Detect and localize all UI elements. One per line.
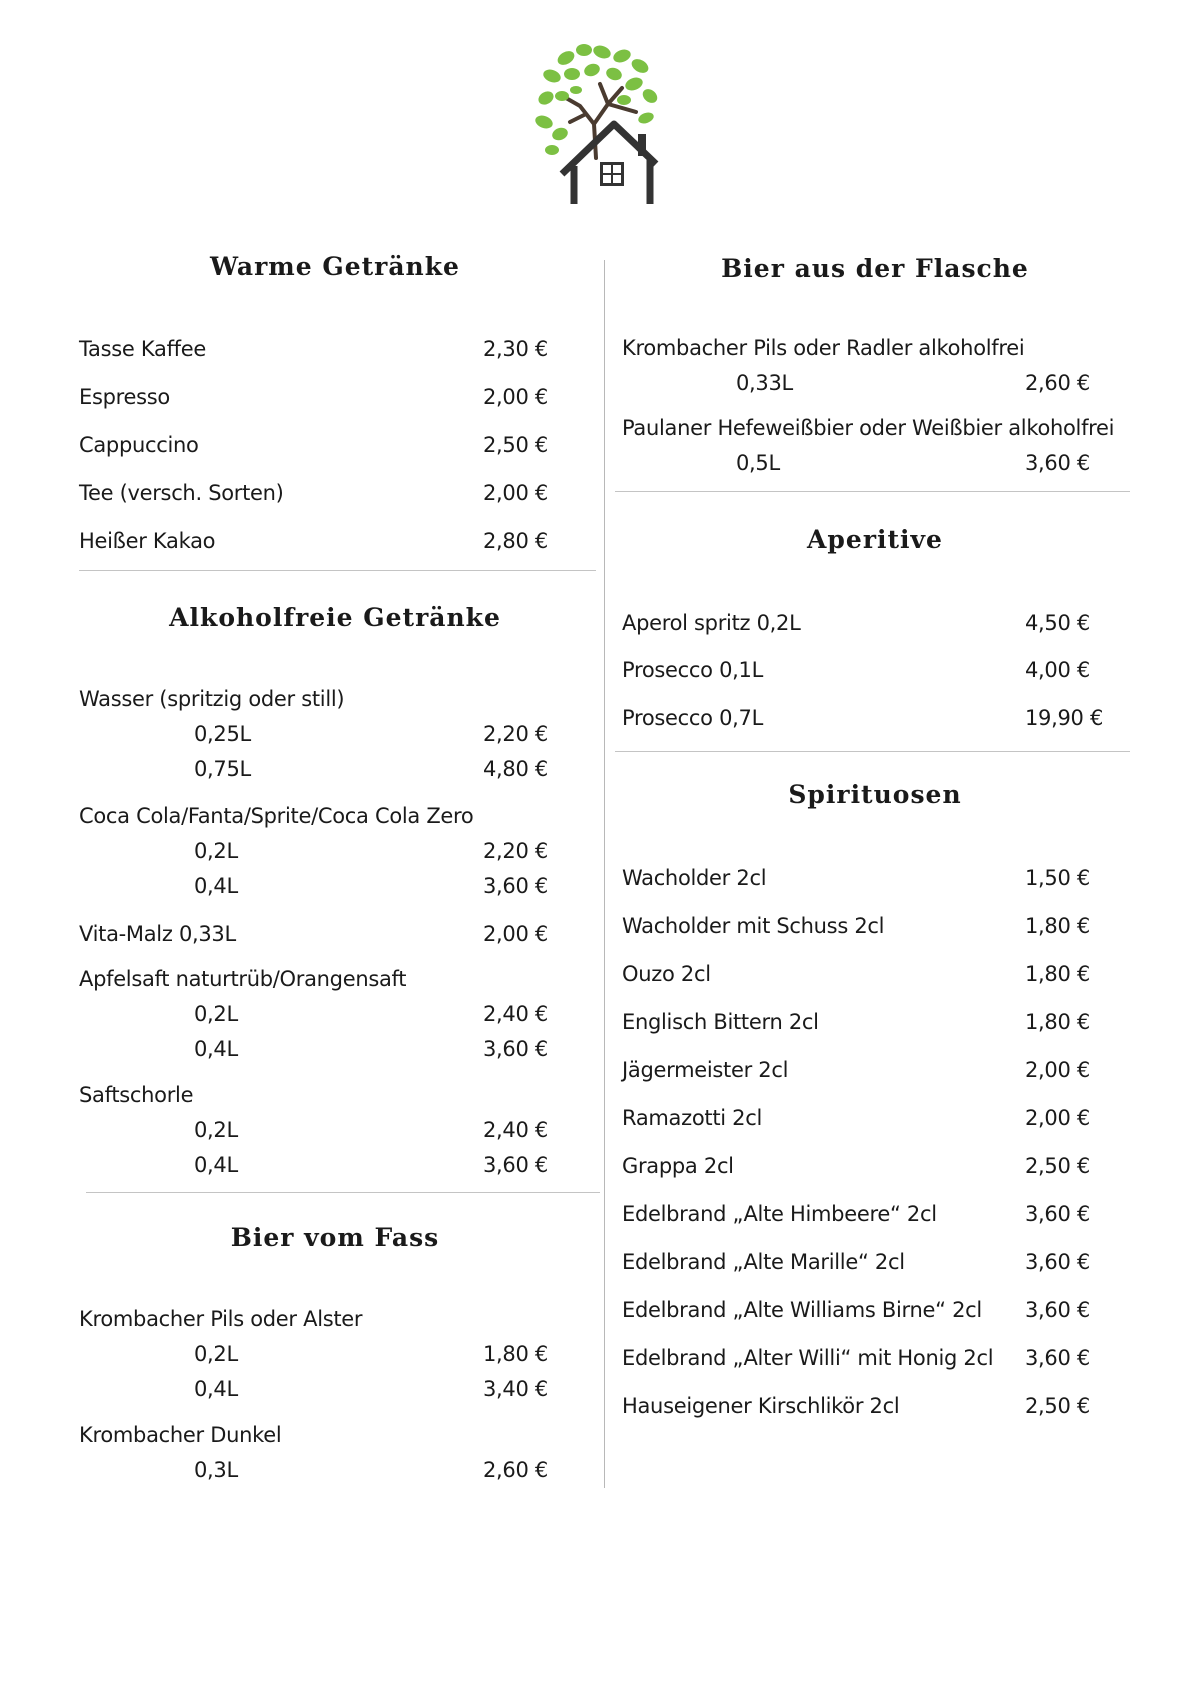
item-name: Aperol spritz 0,2L: [622, 611, 801, 635]
item-name: Krombacher Pils oder Alster: [79, 1307, 363, 1331]
item-price: 2,50 €: [1025, 1394, 1090, 1418]
section-title-spirituosen: Spirituosen: [788, 780, 962, 809]
item-name: Ouzo 2cl: [622, 962, 711, 986]
item-price: 2,40 €: [483, 1118, 548, 1142]
item-size: 0,2L: [194, 1342, 238, 1366]
tree-house-logo-icon: [526, 38, 674, 206]
item-name: Hauseigener Kirschlikör 2cl: [622, 1394, 900, 1418]
item-price: 2,60 €: [483, 1458, 548, 1482]
item-price: 2,60 €: [1025, 371, 1090, 395]
item-size: 0,4L: [194, 1037, 238, 1061]
item-price: 4,00 €: [1025, 658, 1090, 682]
section-title-bier-vom-fass: Bier vom Fass: [230, 1223, 440, 1252]
item-price: 3,60 €: [1025, 1250, 1090, 1274]
item-name: Prosecco 0,1L: [622, 658, 763, 682]
item-name: Heißer Kakao: [79, 529, 216, 553]
section-title-warme-getraenke: Warme Getränke: [210, 252, 460, 281]
section-title-aperitive: Aperitive: [807, 525, 943, 554]
section-divider: [79, 570, 596, 571]
item-name: Coca Cola/Fanta/Sprite/Coca Cola Zero: [79, 804, 474, 828]
item-price: 19,90 €: [1025, 706, 1104, 730]
item-size: 0,25L: [194, 722, 251, 746]
item-name: Vita-Malz 0,33L: [79, 922, 236, 946]
item-size: 0,4L: [194, 1153, 238, 1177]
item-size: 0,2L: [194, 1002, 238, 1026]
item-name: Wasser (spritzig oder still): [79, 687, 345, 711]
item-size: 0,5L: [736, 451, 780, 475]
item-price: 2,00 €: [483, 922, 548, 946]
item-name: Krombacher Dunkel: [79, 1423, 282, 1447]
item-name: Tasse Kaffee: [79, 337, 206, 361]
item-price: 4,80 €: [483, 757, 548, 781]
item-size: 0,33L: [736, 371, 793, 395]
item-name: Paulaner Hefeweißbier oder Weißbier alkoholfrei: [622, 416, 1115, 440]
item-name: Jägermeister 2cl: [622, 1058, 789, 1082]
item-price: 3,60 €: [1025, 451, 1090, 475]
section-divider: [615, 491, 1130, 492]
item-price: 3,60 €: [1025, 1298, 1090, 1322]
item-price: 2,50 €: [1025, 1154, 1090, 1178]
item-price: 2,30 €: [483, 337, 548, 361]
item-name: Edelbrand „Alte Williams Birne“ 2cl: [622, 1298, 982, 1322]
item-price: 1,80 €: [1025, 962, 1090, 986]
item-price: 2,00 €: [1025, 1058, 1090, 1082]
section-divider: [86, 1192, 600, 1193]
item-price: 1,80 €: [1025, 1010, 1090, 1034]
item-price: 3,40 €: [483, 1377, 548, 1401]
item-size: 0,4L: [194, 1377, 238, 1401]
item-price: 3,60 €: [483, 874, 548, 898]
item-name: Englisch Bittern 2cl: [622, 1010, 819, 1034]
item-price: 2,00 €: [483, 481, 548, 505]
item-price: 2,80 €: [483, 529, 548, 553]
item-name: Krombacher Pils oder Radler alkoholfrei: [622, 336, 1025, 360]
item-price: 1,50 €: [1025, 866, 1090, 890]
item-price: 2,00 €: [1025, 1106, 1090, 1130]
item-price: 3,60 €: [1025, 1346, 1090, 1370]
item-name: Edelbrand „Alte Himbeere“ 2cl: [622, 1202, 937, 1226]
section-title-bier-aus-der-flasche: Bier aus der Flasche: [721, 254, 1029, 283]
item-size: 0,2L: [194, 1118, 238, 1142]
item-name: Cappuccino: [79, 433, 199, 457]
item-size: 0,2L: [194, 839, 238, 863]
item-price: 3,60 €: [483, 1037, 548, 1061]
item-name: Apfelsaft naturtrüb/Orangensaft: [79, 967, 407, 991]
item-name: Ramazotti 2cl: [622, 1106, 763, 1130]
section-divider: [615, 751, 1130, 752]
item-price: 2,00 €: [483, 385, 548, 409]
item-price: 3,60 €: [483, 1153, 548, 1177]
item-name: Edelbrand „Alter Willi“ mit Honig 2cl: [622, 1346, 994, 1370]
item-name: Wacholder 2cl: [622, 866, 767, 890]
item-name: Prosecco 0,7L: [622, 706, 763, 730]
item-name: Wacholder mit Schuss 2cl: [622, 914, 885, 938]
item-size: 0,75L: [194, 757, 251, 781]
item-price: 1,80 €: [483, 1342, 548, 1366]
section-title-alkoholfreie-getraenke: Alkoholfreie Getränke: [169, 603, 501, 632]
item-price: 3,60 €: [1025, 1202, 1090, 1226]
item-name: Tee (versch. Sorten): [79, 481, 284, 505]
item-price: 2,20 €: [483, 839, 548, 863]
column-divider: [604, 260, 605, 1488]
item-price: 2,20 €: [483, 722, 548, 746]
item-name: Edelbrand „Alte Marille“ 2cl: [622, 1250, 905, 1274]
item-name: Espresso: [79, 385, 170, 409]
item-price: 2,50 €: [483, 433, 548, 457]
item-size: 0,3L: [194, 1458, 238, 1482]
item-price: 1,80 €: [1025, 914, 1090, 938]
item-price: 4,50 €: [1025, 611, 1090, 635]
item-name: Grappa 2cl: [622, 1154, 734, 1178]
item-price: 2,40 €: [483, 1002, 548, 1026]
item-size: 0,4L: [194, 874, 238, 898]
item-name: Saftschorle: [79, 1083, 194, 1107]
